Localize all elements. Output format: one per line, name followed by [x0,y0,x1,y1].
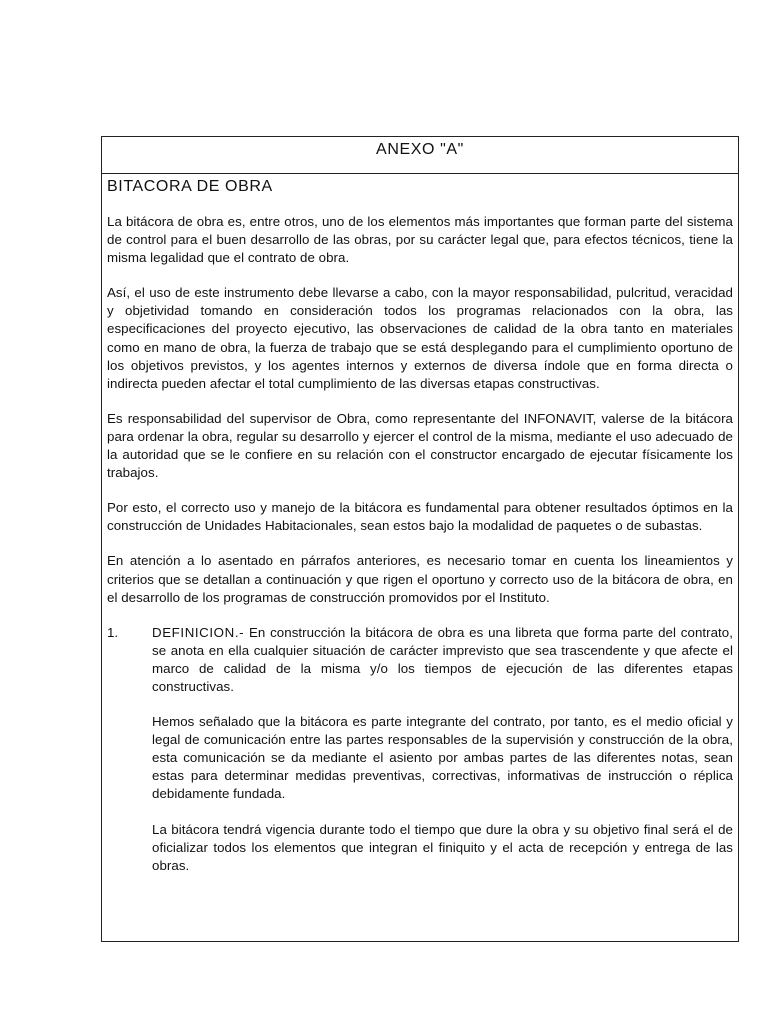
item-lead-paragraph [152,624,733,696]
item-lead-text: En construcción la bitácora de obra es una libreta que forma parte del contrato, se anota en ella cualquier situación de carácter imprevisto que sea trascendente y que afecte el marco de calidad de la misma y/o los tiempos de ejecución de las diferentes etapas constructivas. [152,624,733,694]
annex-table [101,136,739,942]
paragraph-1: La bitácora de obra es, entre otros, uno de los elementos más importantes que forman parte del sistema de control para el buen desarrollo de las obras, por su carácter legal que, para efectos técnicos, tiene la misma legalidad que el contrato de obra. [107,214,733,266]
paragraph-3: Es responsabilidad del supervisor de Obra, como representante del INFONAVIT, valerse de la bitácora para ordenar la obra, regular su desarrollo y ejercer el control de la misma, mediante el uso adecuado de la autoridad que se le confiere en su relación con el constructor encargado de ejecutar físicamente los trabajos. [107,410,733,481]
section-heading: BITACORA DE OBRA [107,178,273,195]
numbered-item-definicion [107,624,733,875]
item-paragraph-2: Hemos señalado que la bitácora es parte integrante del contrato, por tanto, es el medio oficial y legal de comunicación entre las partes responsables de la supervisión y construcción de la obra, esta comunicación se da mediante el asiento por ambas partes de las diferentes notas, sean estas para determinar medidas preventivas, correctivas, informativas de instrucción o réplica debidamente fundada. [152,714,733,802]
paragraph-5: En atención a lo asentado en párrafos anteriores, es necesario tomar en cuenta los lineamientos y criterios que se detallan a continuación y que rigen el oportuno y correcto uso de la bitácora de obra, en el desarrollo de los programas de construcción promovidos por el Instituto. [107,553,733,605]
item-paragraph-3: La bitácora tendrá vigencia durante todo el tiempo que dure la obra y su objetivo final será el de oficializar todos los elementos que integran el finiquito y el acta de recepción y entrega de las obras. [152,821,733,873]
paragraph-2: Así, el uso de este instrumento debe llevarse a cabo, con la mayor responsabilidad, pulcritud, veracidad y objetividad tomando en consideración todos los programas relacionados con la obra, las especificaciones del proyecto ejecutivo, las observaciones de calidad de la obra tanto en materiales como en mano de obra, la fuerza de trabajo que se está desplegando para el cumplimiento oportuno de los objetivos previstos, y los agentes internos y externos de diversa índole que en forma directa o indirecta pueden afectar el total cumplimiento de las diversas etapas constructivas. [107,285,733,391]
item-title: DEFINICION.- [152,624,245,640]
annex-body [102,177,738,875]
annex-title: ANEXO "A" [102,137,738,174]
item-number: 1. [107,624,119,640]
paragraph-4: Por esto, el correcto uso y manejo de la bitácora es fundamental para obtener resultados óptimos en la construcción de Unidades Habitacionales, sean estos bajo la modalidad de paquetes o de subastas. [107,500,733,534]
